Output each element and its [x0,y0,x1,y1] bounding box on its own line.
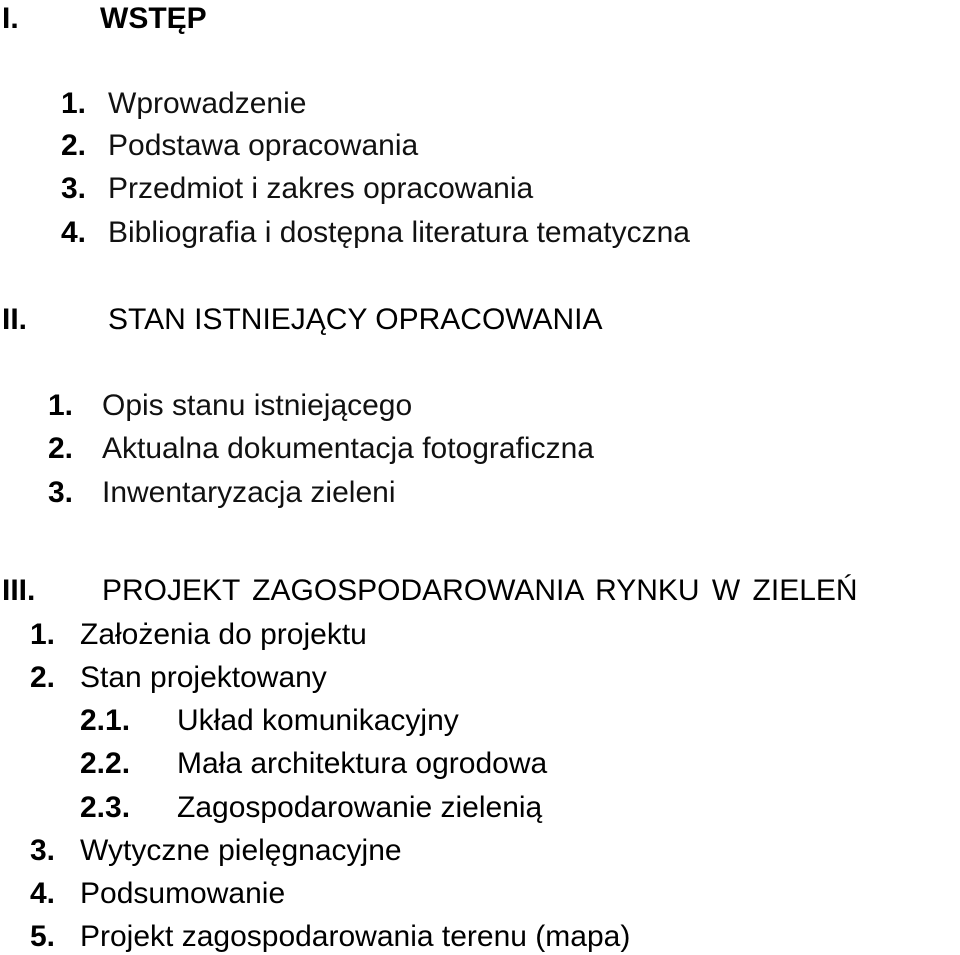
toc-item-number: 2. [48,432,74,465]
section-2-number: II. [2,303,28,336]
toc-item-text: Projekt zagospodarowania terenu (mapa) [80,920,631,953]
toc-subitem-text: Układ komunikacyjny [177,704,459,737]
section-3-number: III. [2,574,36,607]
toc-item-text: Wprowadzenie [108,87,307,120]
section-1-title: WSTĘP [100,2,207,35]
toc-item-number: 2. [61,129,87,162]
toc-item-text: Aktualna dokumentacja fotograficzna [102,432,594,465]
toc-item-text: Stan projektowany [80,661,327,694]
section-1-number: I. [2,2,19,35]
toc-item-text: Podsumowanie [80,877,286,910]
toc-subitem-text: Mała architektura ogrodowa [177,747,548,780]
toc-item-text: Bibliografia i dostępna literatura tematyczna [108,216,690,249]
toc-item-number: 4. [30,877,56,910]
toc-subitem-text: Zagospodarowanie zielenią [177,791,543,824]
toc-item-text: Inwentaryzacja zieleni [102,476,396,509]
toc-subitem-number: 2.2. [80,747,131,780]
toc-item-text: Opis stanu istniejącego [102,389,413,422]
toc-item-number: 3. [48,476,74,509]
toc-item-text: Przedmiot i zakres opracowania [108,172,534,205]
section-2-title: STAN ISTNIEJĄCY OPRACOWANIA [108,303,603,336]
toc-item-number: 3. [61,172,87,205]
toc-item-number: 1. [30,618,56,651]
toc-item-text: Założenia do projektu [80,618,367,651]
toc-item-number: 3. [30,834,56,867]
toc-item-number: 1. [61,87,87,120]
toc-item-number: 1. [48,389,74,422]
toc-item-text: Podstawa opracowania [108,129,419,162]
toc-subitem-number: 2.1. [80,704,131,737]
section-3-title: PROJEKT ZAGOSPODAROWANIA RYNKU W ZIELEŃ [102,574,858,607]
toc-item-number: 2. [30,661,56,694]
toc-subitem-number: 2.3. [80,791,131,824]
toc-item-number: 4. [61,216,87,249]
toc-item-text: Wytyczne pielęgnacyjne [80,834,402,867]
toc-item-number: 5. [30,920,56,953]
